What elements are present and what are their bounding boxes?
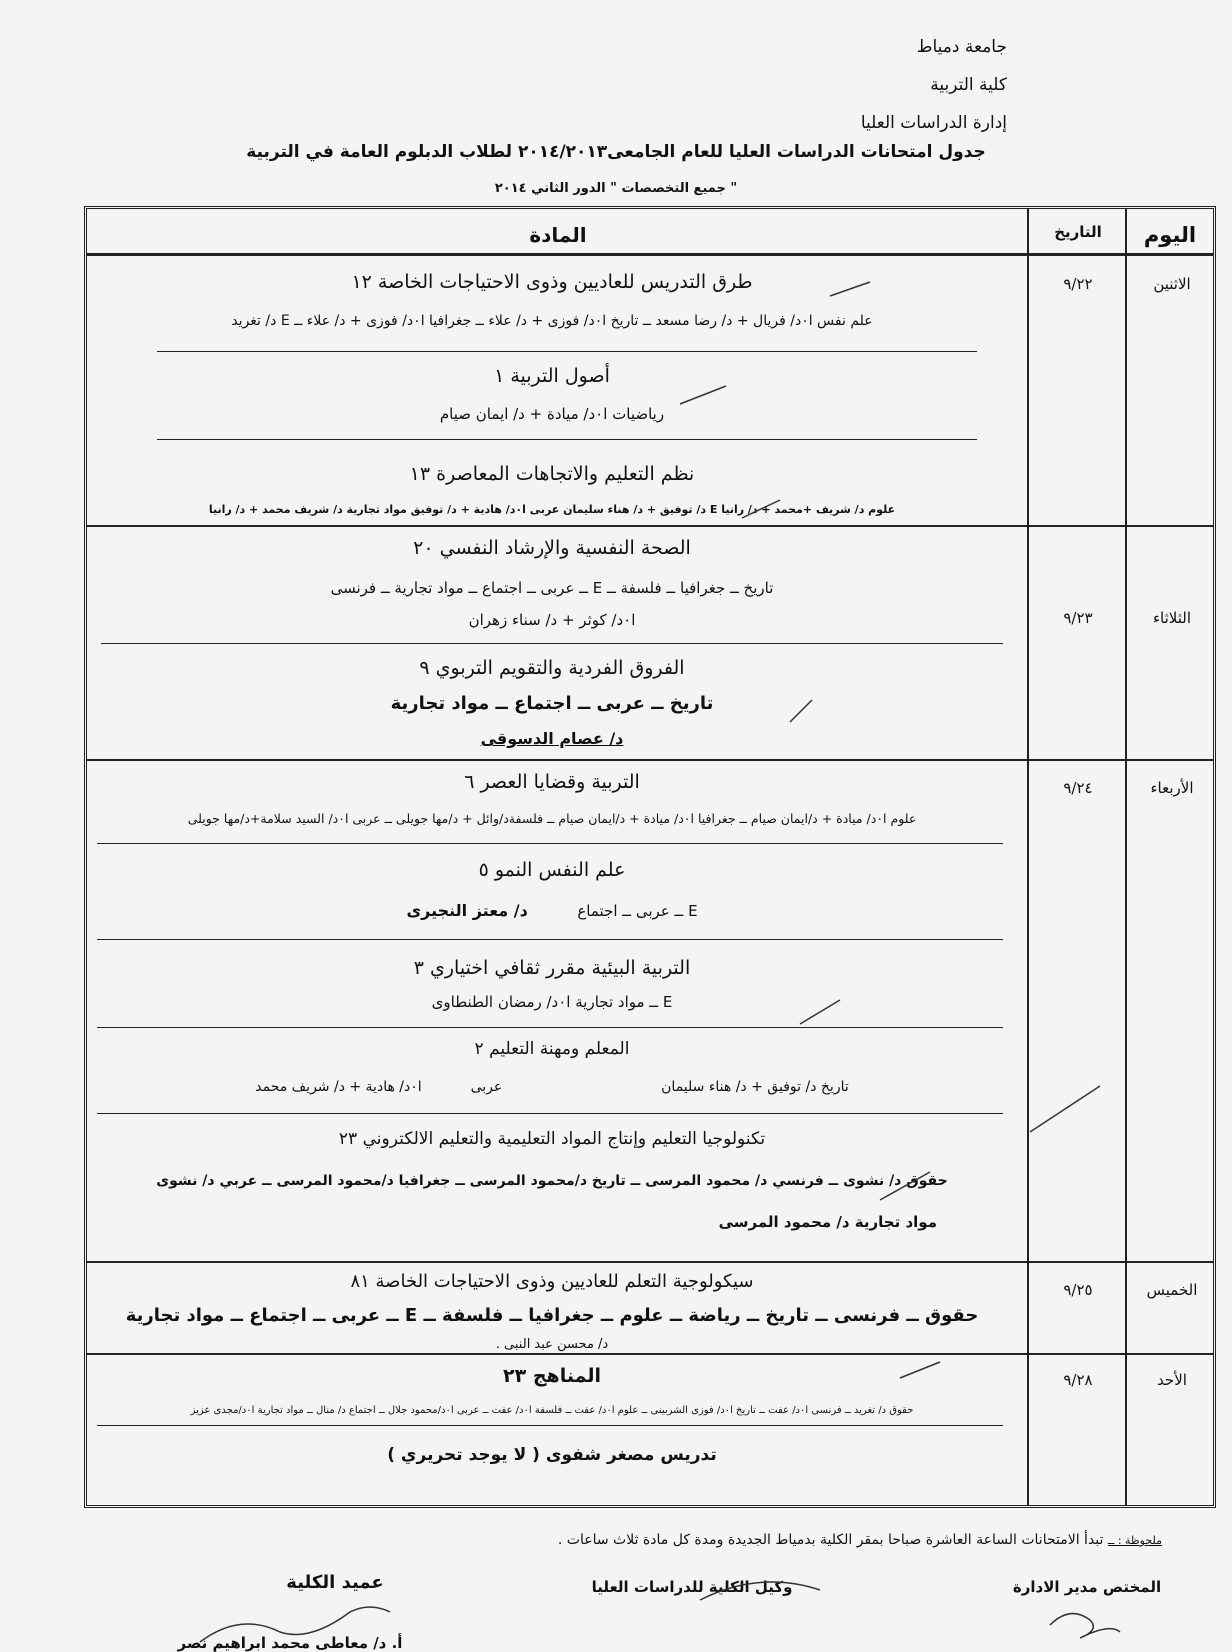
subject-separator [97,843,1003,844]
wednesday-subjects [87,759,1017,1261]
col-divider-date [1027,209,1029,1505]
department-name: إدارة الدراسات العليا [860,113,1007,133]
sunday-subjects [87,1353,1017,1505]
subject-details: تدريس مصغر شفوى ( لا يوجد تحريري ) [387,1445,717,1465]
subject-separator [157,439,977,440]
subject-details [97,1079,1007,1095]
subject-details: علوم د/ شريف +محمد + د/ رانيا E د/ توفيق + د/ هناء سليمان عربى ا٠د/ هادية + د/ توفيق مواد تجارية د/ شريف محمد + د/ رانيا [208,503,896,516]
day-sunday: الأحد [1157,1371,1187,1389]
subject-group-a: تاريخ د/ توفيق + د/ هناء سليمان [661,1079,849,1095]
header-date: التاريخ [1054,223,1102,241]
signature-scribble [1050,1614,1120,1638]
subject-title: المعلم ومهنة التعليم ٢ [474,1039,630,1059]
note-label: ملحوظة : ــ [1107,1534,1162,1547]
subject-separator [97,939,1003,940]
subject-groups: E ــ عربى ــ اجتماع [577,902,698,920]
tuesday-subjects [87,525,1017,759]
day-wednesday: الأربعاء [1150,779,1194,797]
subject-title: أصول التربية ١ [494,365,610,387]
signature-vice-dean: وكيل الكلية للدراسات العليا [591,1578,793,1596]
subject-group-b: عربى [470,1079,503,1095]
subject-details: ا٠د/ كوثر + د/ سناء زهران [468,611,636,629]
subject-title: سيكولوجية التعلم للعاديين وذوى الاحتياجات الخاصة ٨١ [350,1271,754,1292]
subject-details: د/ عصام الدسوقى [480,729,624,748]
subject-separator [101,643,1003,644]
document-title: جدول امتحانات الدراسات العليا للعام الجامعى٢٠١٤/٢٠١٣ لطلاب الدبلوم العامة في التربية [246,142,986,162]
note-text: تبدأ الامتحانات الساعة العاشرة صباحا بمقر الكلية بدمياط الجديدة ومدة كل مادة ثلاث ساعات . [557,1532,1104,1548]
institution-header [861,28,1007,142]
day-tuesday: الثلاثاء [1152,609,1191,627]
subject-details: حقوق ــ فرنسى ــ تاريخ ــ رياضة ــ علوم ــ جغرافيا ــ فلسفة ــ E ــ عربى ــ اجتماع ــ مواد تجارية [125,1305,979,1326]
subject-details: E ــ مواد تجارية ا٠د/ رمضان الطنطاوى [431,993,673,1011]
subject-details: د/ محسن عبد النبى . [495,1337,609,1352]
header-subject: المادة [529,223,587,247]
signature-dean: عميد الكلية [286,1572,384,1593]
subject-details: حقوق د/ تغريد ــ فرنسى ا٠د/ عفت ــ تاريخ ا٠د/ فوزى الشربينى ــ علوم ا٠د/ عفت ــ فلسفة ا٠د/ عفت ــ عربى ا٠د/محمود جلال ــ اجتماع د/ منال ــ مواد تجارية ا٠د/مجدى عزيز [190,1405,914,1416]
subject-title: علم النفس النمو ٥ [478,859,626,881]
subject-details [97,901,1007,920]
subject-title: الصحة النفسية والإرشاد النفسي ٢٠ [413,537,691,559]
subject-separator [157,351,977,352]
subject-title: تكنولوجيا التعليم وإنتاج المواد التعليمية والتعليم الالكتروني ٢٣ [338,1129,766,1149]
footer-note [558,1532,1162,1548]
subject-separator [97,1113,1003,1114]
subject-instructor: د/ معتز النجيرى [406,901,528,920]
day-monday: الاثنين [1153,275,1191,293]
subject-title: التربية وقضايا العصر ٦ [464,771,640,793]
subject-details: علم نفس ا٠د/ فريال + د/ رضا مسعد ــ تاريخ ا٠د/ فوزى + د/ علاء ــ جغرافيا ا٠د/ فوزى + د/ علاء ــ E د/ تغريد [231,313,873,329]
subject-details: علوم ا٠د/ ميادة + د/ايمان صيام ــ جغرافيا ا٠د/ ميادة + د/ايمان صيام ــ فلسفةد/وائل + د/مها جويلى ــ عربى ا٠د/ السيد سلامة+د/مها جويلى [187,811,917,826]
date-monday: ٩/٢٢ [1063,275,1093,293]
date-sunday: ٩/٢٨ [1063,1371,1093,1389]
subject-title: التربية البيئية مقرر ثقافي اختياري ٣ [413,957,691,979]
subject-details: مواد تجارية د/ محمود المرسى [718,1213,937,1231]
subject-separator [97,1027,1003,1028]
schedule-table [84,206,1216,1508]
subject-title: المناهج ٢٣ [503,1365,601,1387]
signature-specialist: المختص مدير الادارة [1012,1578,1162,1596]
faculty-name: كلية التربية [930,75,1007,95]
day-thursday: الخميس [1146,1281,1198,1299]
subject-details: تاريخ ــ عربى ــ اجتماع ــ مواد تجارية [390,693,714,714]
subject-title: طرق التدريس للعاديين وذوى الاحتياجات الخاصة ١٢ [351,271,753,293]
subject-title: نظم التعليم والاتجاهات المعاصرة ١٣ [409,463,695,485]
dean-name: أ. د/ معاطى محمد ابراهيم نصر [177,1634,403,1652]
subject-details: رياضيات ا٠د/ ميادة + د/ ايمان صيام [439,405,665,423]
subject-details: حقوق د/ نشوى ــ فرنسي د/ محمود المرسى ــ تاريخ د/محمود المرسى ــ جغرافيا د/محمود المرسى ــ عربي د/ نشوى [156,1173,948,1189]
document-subtitle: " جميع التخصصات " الدور الثاني ٢٠١٤ [494,181,738,196]
thursday-subjects [87,1261,1017,1353]
date-thursday: ٩/٢٥ [1063,1281,1093,1299]
date-tuesday: ٩/٢٣ [1063,609,1093,627]
date-wednesday: ٩/٢٤ [1063,779,1093,797]
col-divider-day [1125,209,1127,1505]
monday-subjects [87,253,1017,525]
subject-title: الفروق الفردية والتقويم التربوي ٩ [419,657,685,679]
subject-group-c: ا٠د/ هادية + د/ شريف محمد [255,1079,422,1095]
header-day: اليوم [1143,223,1197,247]
university-name: جامعة دمياط [916,37,1007,57]
subject-separator [97,1425,1003,1426]
subject-details: تاريخ ــ جغرافيا ــ فلسفة ــ E ــ عربى ــ اجتماع ــ مواد تجارية ــ فرنسى [330,579,774,597]
